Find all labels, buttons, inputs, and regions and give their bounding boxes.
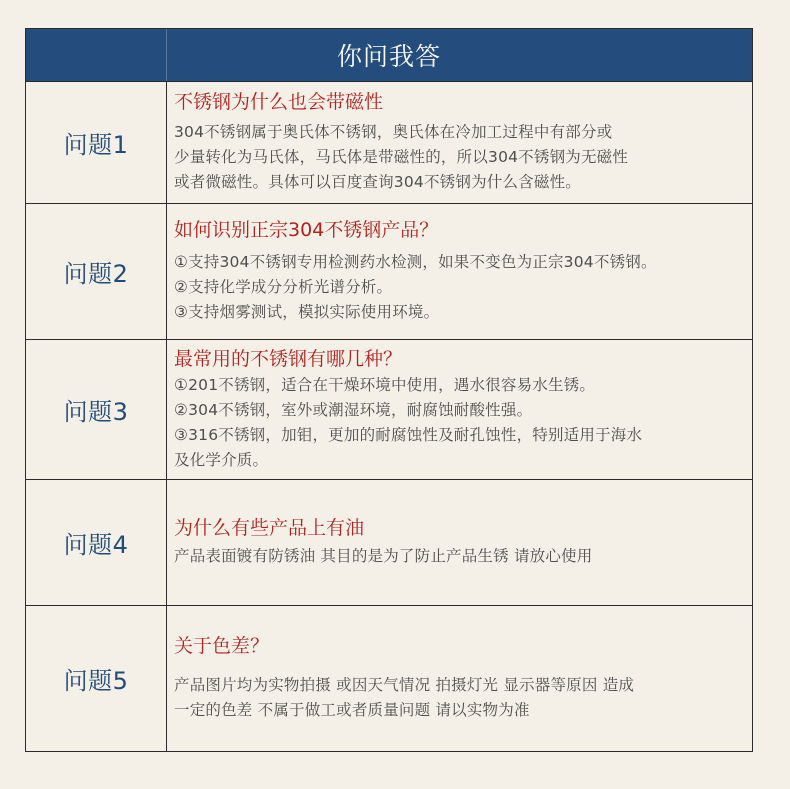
answer-cell-3 <box>174 340 744 479</box>
faq-row-4 <box>26 479 752 605</box>
question-title-2: 如何识别正宗304不锈钢产品？ <box>174 219 439 241</box>
header-title: 你问我答 <box>336 42 441 71</box>
answer-line: 或者微磁性。具体可以百度查询304不锈钢为什么含磁性。 <box>174 173 581 191</box>
answer-line: 304不锈钢属于奥氏体不锈钢，奥氏体在冷加工过程中有部分或 <box>174 123 613 141</box>
question-title-4: 为什么有些产品上有油 <box>174 517 365 539</box>
question-label-2: 问题2 <box>26 204 167 339</box>
answer-line: ②支持化学成分分析光谱分析。 <box>174 278 393 296</box>
answer-cell-5 <box>174 606 744 751</box>
answer-line: 产品图片均为实物拍摄 或因天气情况 拍摄灯光 显示器等原因 造成 <box>174 676 635 694</box>
answer-text-5 <box>174 673 744 723</box>
answer-text-2 <box>174 250 744 325</box>
faq-table <box>25 28 753 752</box>
question-label-1: 问题1 <box>26 82 167 203</box>
answer-cell-4 <box>174 480 744 605</box>
question-title-1: 不锈钢为什么也会带磁性 <box>174 91 384 113</box>
question-label-4: 问题4 <box>26 480 167 605</box>
question-title-3: 最常用的不锈钢有哪几种？ <box>174 348 403 370</box>
answer-line: ①支持304不锈钢专用检测药水检测，如果不变色为正宗304不锈钢。 <box>174 253 657 271</box>
answer-line: ①201不锈钢，适合在干燥环境中使用，遇水很容易水生锈。 <box>174 376 596 394</box>
question-title-5: 关于色差？ <box>174 635 270 657</box>
faq-row-5 <box>26 605 752 751</box>
question-label-3: 问题3 <box>26 340 167 479</box>
answer-text-4 <box>174 544 744 569</box>
answer-line: 一定的色差 不属于做工或者质量问题 请以实物为准 <box>174 701 530 719</box>
answer-line: ②304不锈钢，室外或潮湿环境，耐腐蚀耐酸性强。 <box>174 401 533 419</box>
answer-line: ③支持烟雾测试，模拟实际使用环境。 <box>174 303 440 321</box>
answer-line: 及化学介质。 <box>174 451 269 469</box>
answer-cell-2 <box>174 204 744 339</box>
answer-line: ③316不锈钢，加钼，更加的耐腐蚀性及耐孔蚀性，特别适用于海水 <box>174 426 643 444</box>
header-divider <box>166 29 167 81</box>
table-header <box>26 29 752 81</box>
question-label-5: 问题5 <box>26 606 167 751</box>
faq-row-3 <box>26 339 752 479</box>
answer-cell-1 <box>174 82 744 203</box>
faq-row-2 <box>26 203 752 339</box>
answer-line: 产品表面镀有防锈油 其目的是为了防止产品生锈 请放心使用 <box>174 547 593 565</box>
answer-text-3 <box>174 373 744 473</box>
answer-text-1 <box>174 120 744 195</box>
answer-line: 少量转化为马氏体，马氏体是带磁性的，所以304不锈钢为无磁性 <box>174 148 629 166</box>
faq-row-1 <box>26 81 752 203</box>
